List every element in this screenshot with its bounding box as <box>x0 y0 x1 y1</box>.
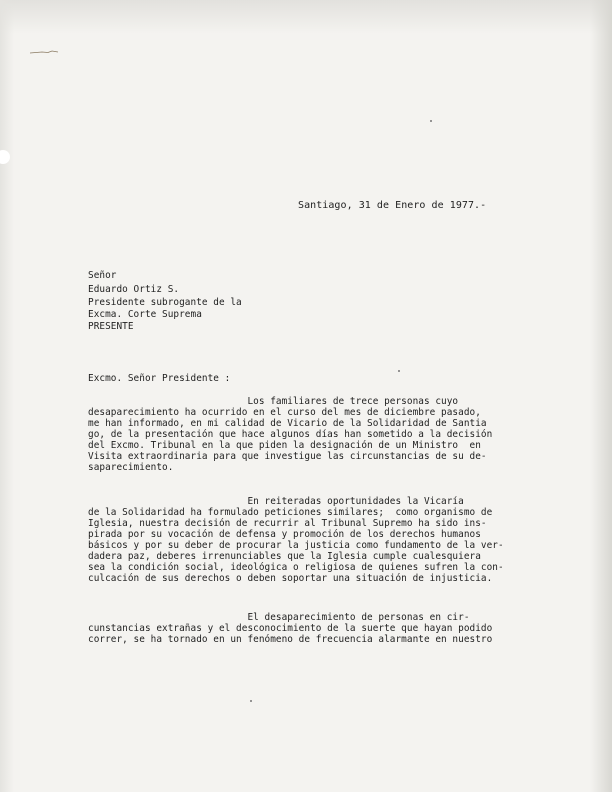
addressee-line: Señor <box>88 270 117 281</box>
paragraph-line: Los familiares de trece personas cuyo <box>88 396 459 407</box>
addressee-line: PRESENTE <box>88 321 134 332</box>
paragraph-line: Iglesia, nuestra decisión de recurrir al Tribunal Supremo ha sido ins- <box>88 518 487 529</box>
scan-edge-top <box>0 0 612 34</box>
paragraph-line: correr, se ha tornado en un fenómeno de frecuencia alarmante en nuestro <box>88 634 493 645</box>
paragraph-line: dadera paz, deberes irrenunciables que la Iglesia cumple cualesquiera <box>88 551 481 562</box>
paragraph-line: go, de la presentación que hace algunos días han sometido a la decisión <box>88 429 493 440</box>
paragraph-line: cunstancias extrañas y el desconocimiento de la suerte que hayan podido <box>88 623 493 634</box>
addressee-line: Eduardo Ortiz S. <box>88 284 180 295</box>
addressee-line: Excma. Corte Suprema <box>88 309 202 320</box>
paragraph-line: saparecimiento. <box>88 462 174 473</box>
paragraph-line: me han informado, en mi calidad de Vicario de la Solidaridad de Santia <box>88 418 487 429</box>
paragraph-line: Visita extraordinaria para que investigue las circunstancias de su de- <box>88 451 487 462</box>
paragraph-line: El desaparecimiento de personas en cir- <box>88 612 470 623</box>
scan-speck <box>250 700 252 702</box>
paragraph-line: del Excmo. Tribunal en la que piden la designación de un Ministro en <box>88 440 481 451</box>
scan-edge-left <box>0 0 14 792</box>
scan-speck <box>430 120 432 122</box>
paragraph-line: culcación de sus derechos o deben soportar una situación de injusticia. <box>88 573 493 584</box>
paragraph-line: desaparecimiento ha ocurrido en el curso del mes de diciembre pasado, <box>88 407 481 418</box>
letter-date: Santiago, 31 de Enero de 1977.- <box>298 200 487 211</box>
scan-edge-right <box>590 0 612 792</box>
salutation: Excmo. Señor Presidente : <box>88 373 231 384</box>
scan-speck <box>398 370 400 372</box>
paragraph-line: sea la condición social, ideológica o religiosa de quienes sufren la con- <box>88 562 504 573</box>
paragraph-line: En reiteradas oportunidades la Vicaría <box>88 496 464 507</box>
paragraph-line: pirada por su vocación de defensa y promoción de los derechos humanos <box>88 529 481 540</box>
addressee-line: Presidente subrogante de la <box>88 297 242 308</box>
pencil-mark <box>30 50 60 54</box>
paragraph-line: de la Solidaridad ha formulado peticiones similares; como organismo de <box>88 507 493 518</box>
paragraph-line: básicos y por su deber de procurar la justicia como fundamento de la ver- <box>88 540 504 551</box>
